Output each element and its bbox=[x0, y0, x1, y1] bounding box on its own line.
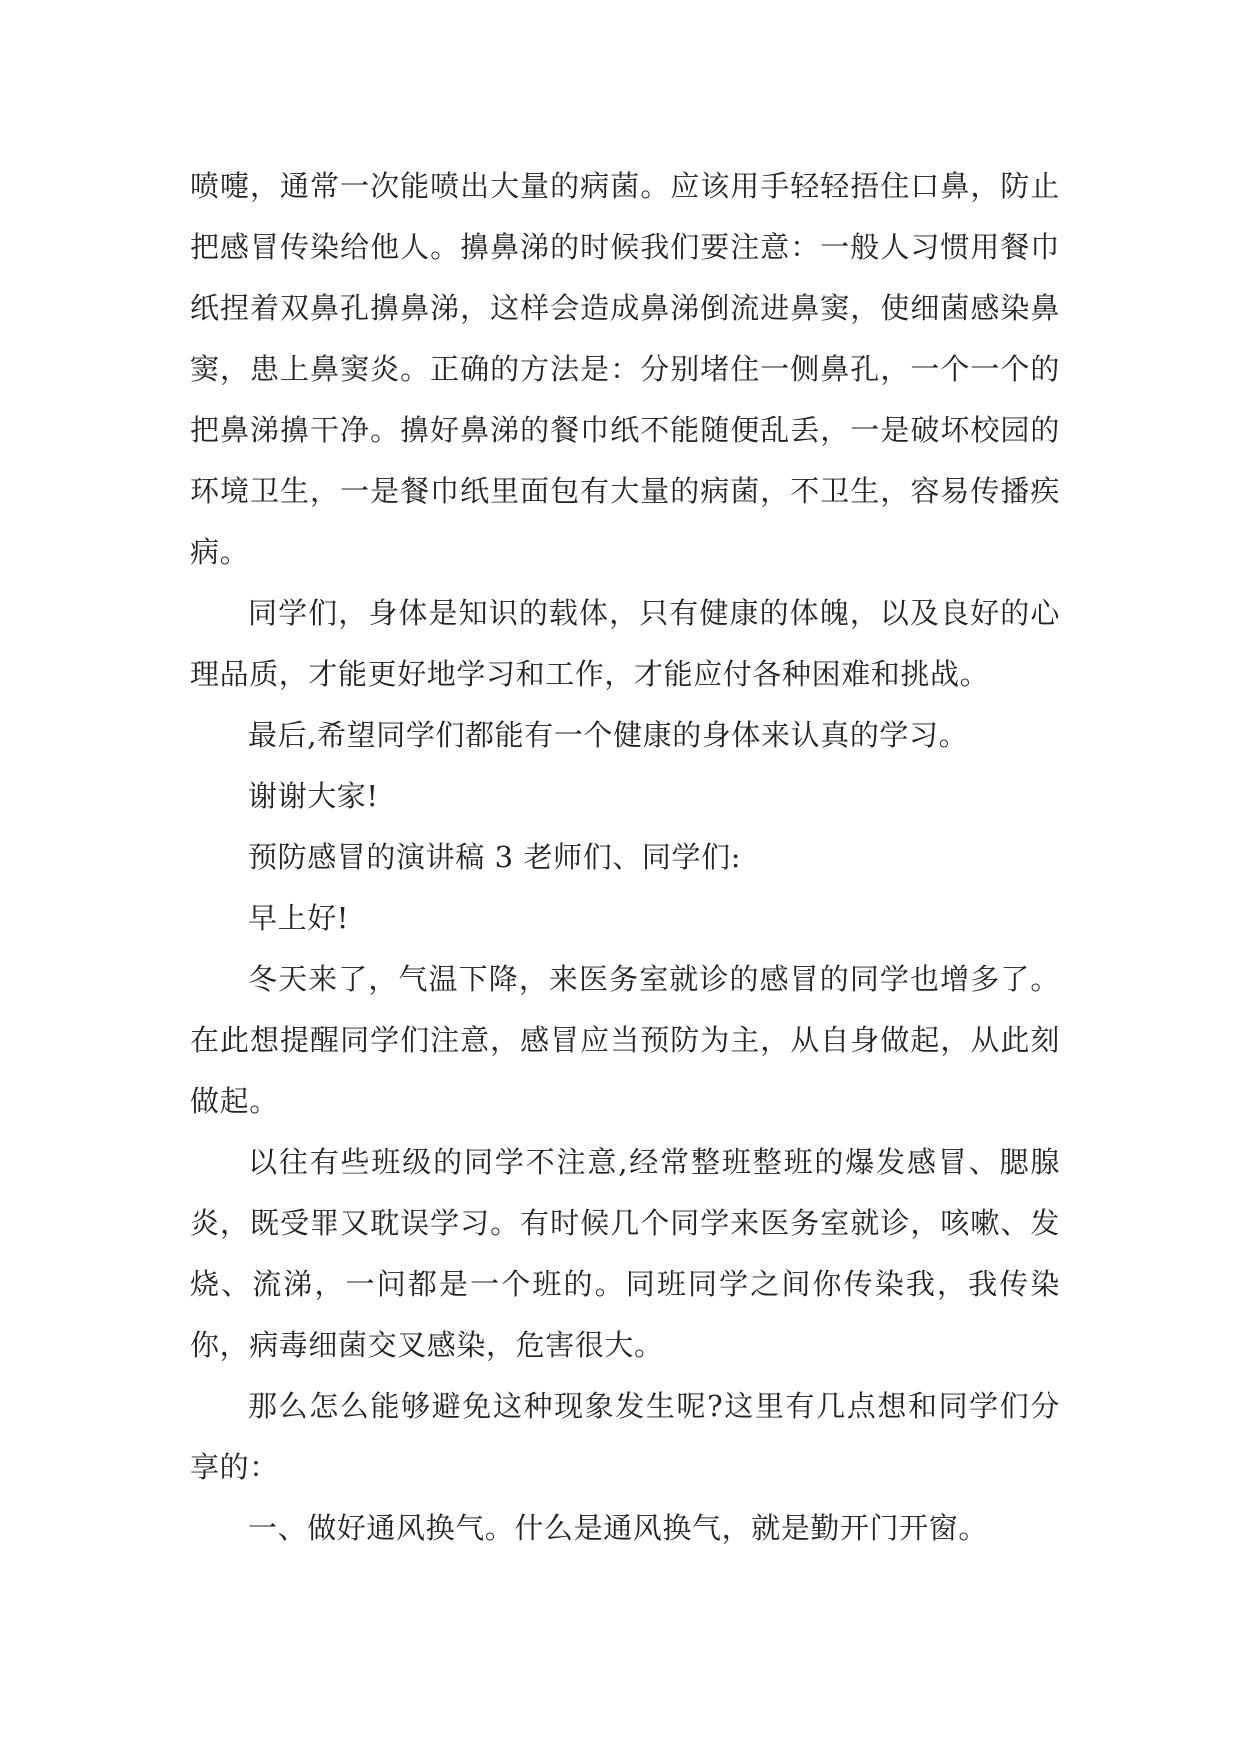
paragraph-10: 一、做好通风换气。什么是通风换气，就是勤开门开窗。 bbox=[248, 1511, 989, 1545]
paragraph-3: 最后,希望同学们都能有一个健康的身体来认真的学习。 bbox=[248, 718, 969, 752]
paragraph-1: 喷嚏，通常一次能喷出大量的病菌。应该用手轻轻捂住口鼻，防止把感冒传染给他人。擤鼻涕的时候我们要注意：一般人习惯用餐巾纸捏着双鼻孔擤鼻涕，这样会造成鼻涕倒流进鼻窦，使细菌感染鼻窦，患上鼻窦炎。正确的方法是：分别堵住一侧鼻孔，一个一个的把鼻涕擤干净。擤好鼻涕的餐巾纸不能随便乱丢，一是破坏校园的环境卫生，一是餐巾纸里面包有大量的病菌，不卫生，容易传播疾病。 bbox=[190, 169, 1060, 569]
paragraph-2: 同学们，身体是知识的载体，只有健康的体魄，以及良好的心理品质，才能更好地学习和工作，才能应付各种困难和挑战。 bbox=[190, 596, 1060, 691]
document-body bbox=[190, 156, 1060, 1559]
paragraph-6: 早上好! bbox=[248, 901, 350, 935]
paragraph-5: 预防感冒的演讲稿 3 老师们、同学们: bbox=[248, 840, 742, 874]
paragraph-8: 以往有些班级的同学不注意,经常整班整班的爆发感冒、腮腺炎，既受罪又耽误学习。有时候几个同学来医务室就诊，咳嗽、发烧、流涕，一问都是一个班的。同班同学之间你传染我，我传染你，病毒细菌交叉感染，危害很大。 bbox=[190, 1145, 1060, 1362]
paragraph-7: 冬天来了，气温下降，来医务室就诊的感冒的同学也增多了。在此想提醒同学们注意，感冒应当预防为主，从自身做起，从此刻做起。 bbox=[190, 962, 1060, 1118]
paragraph-9: 那么怎么能够避免这种现象发生呢?这里有几点想和同学们分享的： bbox=[190, 1389, 1060, 1484]
paragraph-4: 谢谢大家! bbox=[248, 779, 379, 813]
